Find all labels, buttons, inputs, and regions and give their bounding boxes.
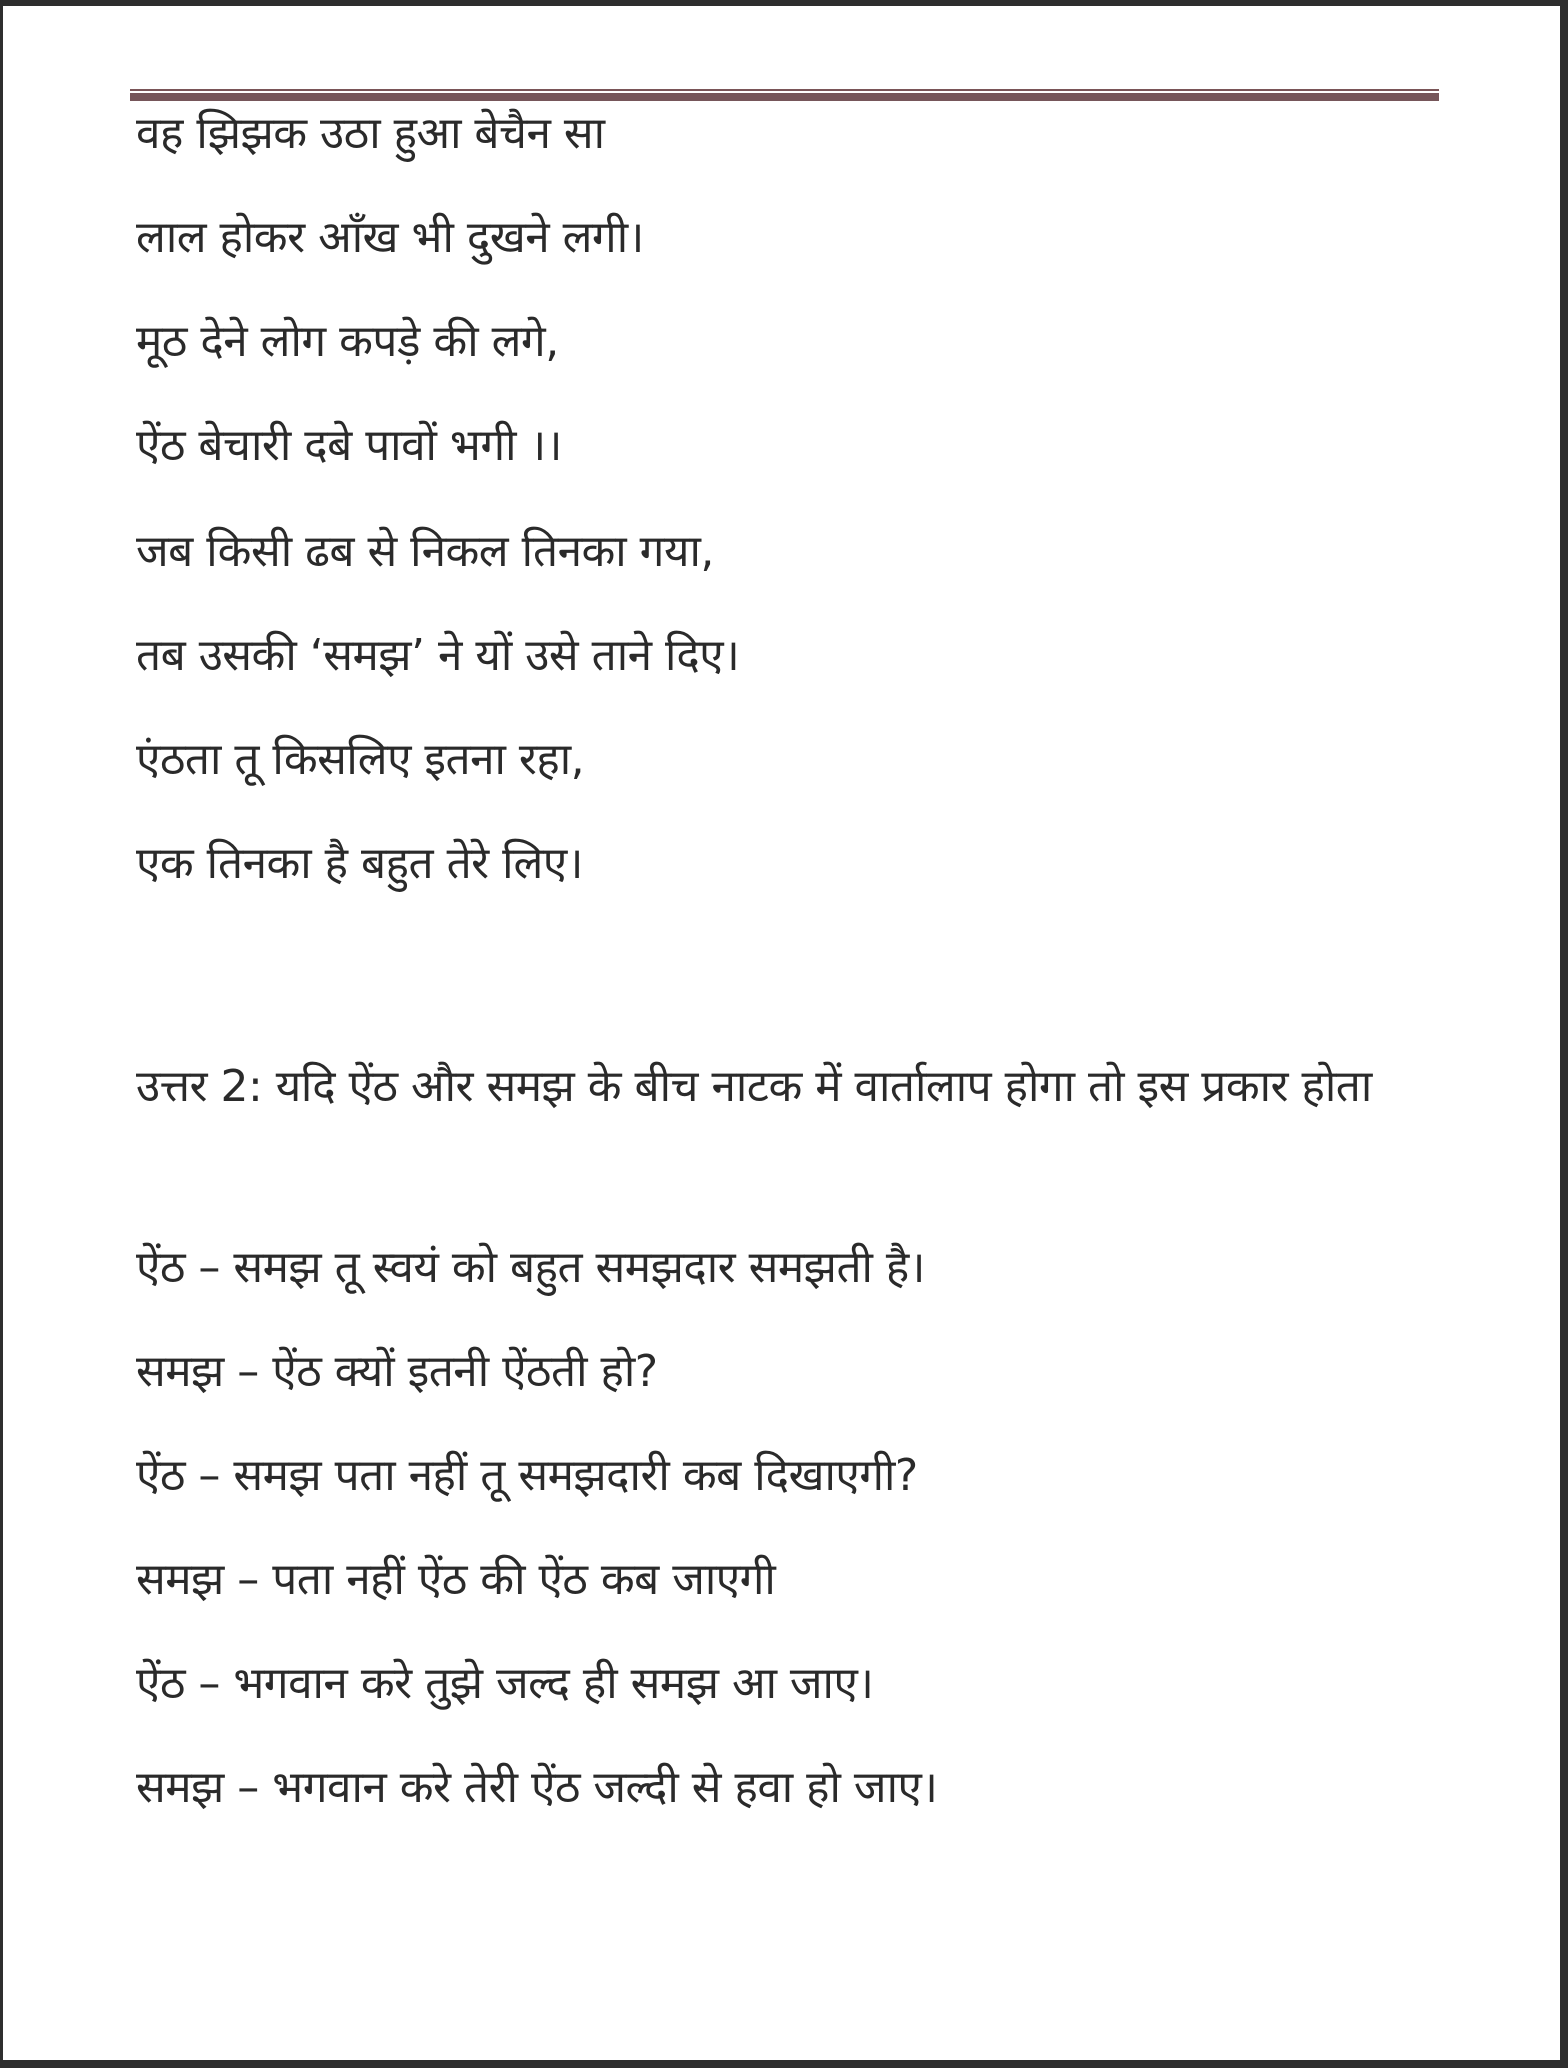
poem-line: जब किसी ढब से निकल तिनका गया,	[136, 526, 714, 577]
answer-heading: उत्तर 2: यदि ऐंठ और समझ के बीच नाटक में वार्तालाप होगा तो इस प्रकार होता	[136, 1061, 1372, 1112]
dialogue-line: समझ – ऐंठ क्यों इतनी ऐंठती हो?	[136, 1346, 658, 1397]
poem-line: ऐंठ बेचारी दबे पावों भगी ।।	[136, 420, 562, 471]
poem-line: वह झिझक उठा हुआ बेचैन सा	[136, 108, 605, 159]
dialogue-line: समझ – पता नहीं ऐंठ की ऐंठ कब जाएगी	[136, 1554, 776, 1605]
poem-line: लाल होकर आँख भी दुखने लगी।	[136, 212, 644, 263]
header-rule-thick	[130, 93, 1439, 101]
document-page	[3, 6, 1560, 2060]
dialogue-line: ऐंठ – समझ तू स्वयं को बहुत समझदार समझती है।	[136, 1242, 925, 1293]
dialogue-line: ऐंठ – समझ पता नहीं तू समझदारी कब दिखाएगी?	[136, 1450, 918, 1501]
poem-line: एंठता तू किसलिए इतना रहा,	[136, 734, 585, 785]
poem-line: तब उसकी ‘समझ’ ने यों उसे ताने दिए।	[136, 630, 740, 681]
header-rule-thin	[130, 89, 1439, 91]
dialogue-line: समझ – भगवान करे तेरी ऐंठ जल्दी से हवा हो जाए।	[136, 1762, 938, 1813]
poem-line: एक तिनका है बहुत तेरे लिए।	[136, 838, 583, 889]
dialogue-line: ऐंठ – भगवान करे तुझे जल्द ही समझ आ जाए।	[136, 1658, 874, 1709]
poem-line: मूठ देने लोग कपड़े की लगे,	[136, 316, 559, 367]
